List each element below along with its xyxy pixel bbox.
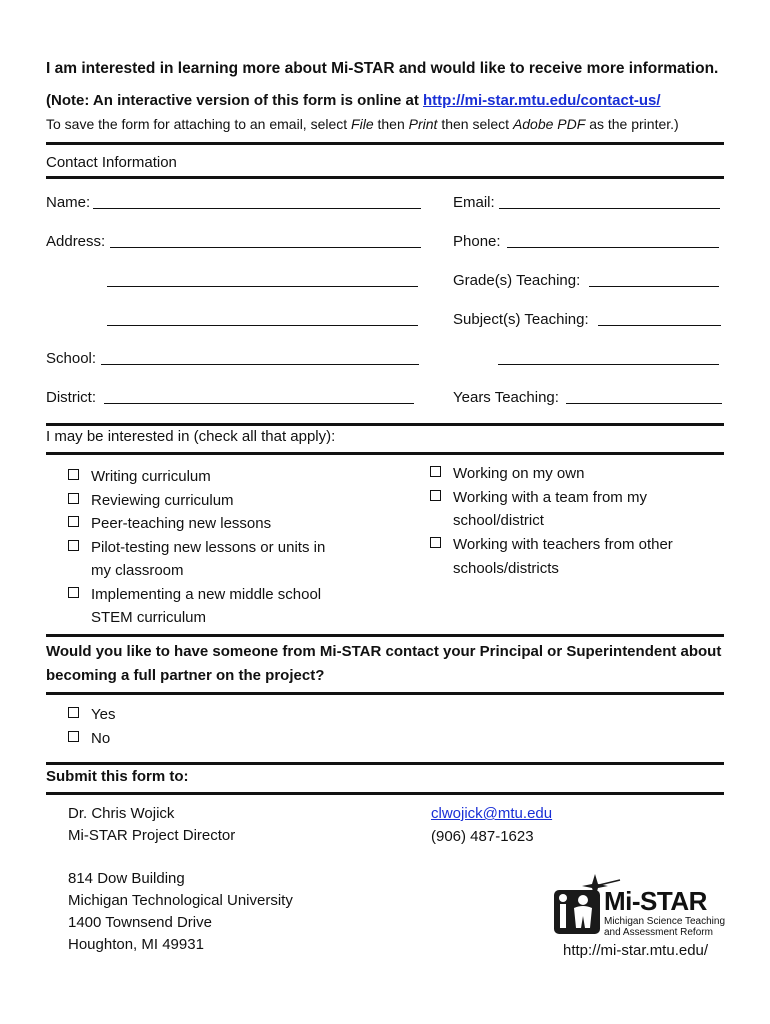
contact-name: Dr. Chris Wojick (68, 805, 175, 822)
email-label: Email: (453, 194, 495, 211)
logo-name: Mi-STAR (604, 886, 707, 916)
contact-section-title: Contact Information (46, 154, 177, 171)
checkbox-peer-teaching[interactable] (68, 512, 271, 536)
option-label-continued: my classroom (91, 562, 184, 579)
address-field-1[interactable] (110, 247, 421, 248)
phone-label: Phone: (453, 233, 501, 250)
checkbox-icon[interactable] (68, 731, 79, 742)
address-line: 814 Dow Building (68, 870, 185, 887)
address-label: Address: (46, 233, 106, 250)
address-field-2[interactable] (107, 286, 418, 287)
address-line: Houghton, MI 49931 (68, 936, 204, 953)
interests-section-title: I may be interested in (check all that apply): (46, 428, 336, 445)
checkbox-working-other-teachers[interactable] (430, 533, 673, 557)
phone-field[interactable] (507, 247, 719, 248)
address-line: Michigan Technological University (68, 892, 293, 909)
website-url[interactable]: http://mi-star.mtu.edu/ (563, 942, 709, 959)
subjects-label: Subject(s) Teaching: (453, 311, 589, 328)
option-label: Reviewing curriculum (91, 491, 234, 509)
logo-tagline-2: and Assessment Reform (604, 927, 713, 938)
divider (46, 142, 724, 145)
checkbox-writing-curriculum[interactable] (68, 465, 211, 489)
option-label: Pilot-testing new lessons or units in (91, 538, 326, 556)
name-label: Name: (46, 194, 91, 211)
years-label: Years Teaching: (453, 389, 559, 406)
option-label: Working with teachers from other (453, 536, 673, 553)
logo-tagline-1: Michigan Science Teaching (604, 916, 726, 927)
save-suffix: as the printer.) (585, 116, 679, 132)
grades-label: Grade(s) Teaching: (453, 272, 581, 289)
checkbox-icon[interactable] (68, 516, 79, 527)
divider (46, 176, 724, 179)
option-label: Working with a team from my (453, 488, 647, 506)
checkbox-icon[interactable] (68, 493, 79, 504)
grades-field[interactable] (589, 286, 719, 287)
option-label: Working on my own (453, 465, 585, 482)
submit-section-title: Submit this form to: (46, 768, 189, 785)
contact-email-link[interactable] (431, 805, 552, 822)
school-field[interactable] (101, 364, 419, 365)
checkbox-icon[interactable] (430, 490, 441, 501)
save-print: Print (408, 116, 438, 132)
contact-title: Mi-STAR Project Director (68, 827, 236, 844)
save-then2: then select (437, 116, 513, 132)
school-label: School: (46, 350, 97, 367)
save-pdf: Adobe PDF (512, 116, 586, 132)
save-file: File (351, 116, 374, 132)
checkbox-implementing-stem[interactable] (68, 583, 321, 607)
address-field-3[interactable] (107, 325, 418, 326)
save-instructions (46, 116, 679, 132)
option-label: No (91, 730, 111, 747)
address-line: 1400 Townsend Drive (68, 914, 212, 931)
option-label: Yes (91, 706, 116, 723)
contact-phone: (906) 487-1623 (431, 828, 534, 845)
checkbox-pilot-testing[interactable] (68, 536, 325, 560)
intro-note (46, 92, 661, 109)
save-then: then (373, 116, 409, 132)
partner-question-line2: becoming a full partner on the project? (46, 667, 325, 684)
checkbox-icon[interactable] (68, 469, 79, 480)
email-field[interactable] (499, 208, 720, 209)
divider (46, 634, 724, 637)
district-label: District: (46, 389, 96, 406)
divider (46, 452, 724, 455)
option-label-continued: school/district (453, 512, 544, 529)
checkbox-icon[interactable] (430, 537, 441, 548)
divider (46, 692, 724, 695)
divider (46, 423, 724, 426)
option-label: Peer-teaching new lessons (91, 515, 272, 532)
checkbox-working-team[interactable] (430, 486, 647, 510)
option-label-continued: STEM curriculum (91, 609, 207, 626)
checkbox-reviewing-curriculum[interactable] (68, 489, 234, 513)
contact-us-link[interactable]: http://mi-star.mtu.edu/contact-us/ (423, 92, 661, 109)
district-field[interactable] (104, 403, 414, 404)
checkbox-icon[interactable] (68, 587, 79, 598)
partner-question-line1: Would you like to have someone from Mi-STAR contact your Principal or Superintendent about (46, 643, 722, 660)
checkbox-icon[interactable] (68, 707, 79, 718)
subjects-field[interactable] (598, 325, 721, 326)
option-label-continued: schools/districts (453, 559, 559, 577)
option-label: Implementing a new middle school (91, 585, 322, 603)
divider (46, 792, 724, 795)
checkbox-icon[interactable] (430, 466, 441, 477)
checkbox-yes[interactable] (68, 703, 115, 727)
divider (46, 762, 724, 765)
email-link[interactable]: clwojick@mtu.edu (431, 805, 553, 822)
option-label: Writing curriculum (91, 468, 211, 485)
checkbox-working-own[interactable] (430, 462, 584, 486)
name-field[interactable] (93, 208, 421, 209)
note-prefix: (Note: An interactive version of this form is online at (46, 92, 423, 109)
save-prefix: To save the form for attaching to an email, select (46, 116, 352, 132)
subjects-field-2[interactable] (498, 364, 719, 365)
checkbox-no[interactable] (68, 727, 110, 751)
checkbox-icon[interactable] (68, 540, 79, 551)
mi-star-logo (550, 870, 730, 940)
years-field[interactable] (566, 403, 722, 404)
intro-heading: I am interested in learning more about Mi-STAR and would like to receive more information. (46, 60, 719, 77)
